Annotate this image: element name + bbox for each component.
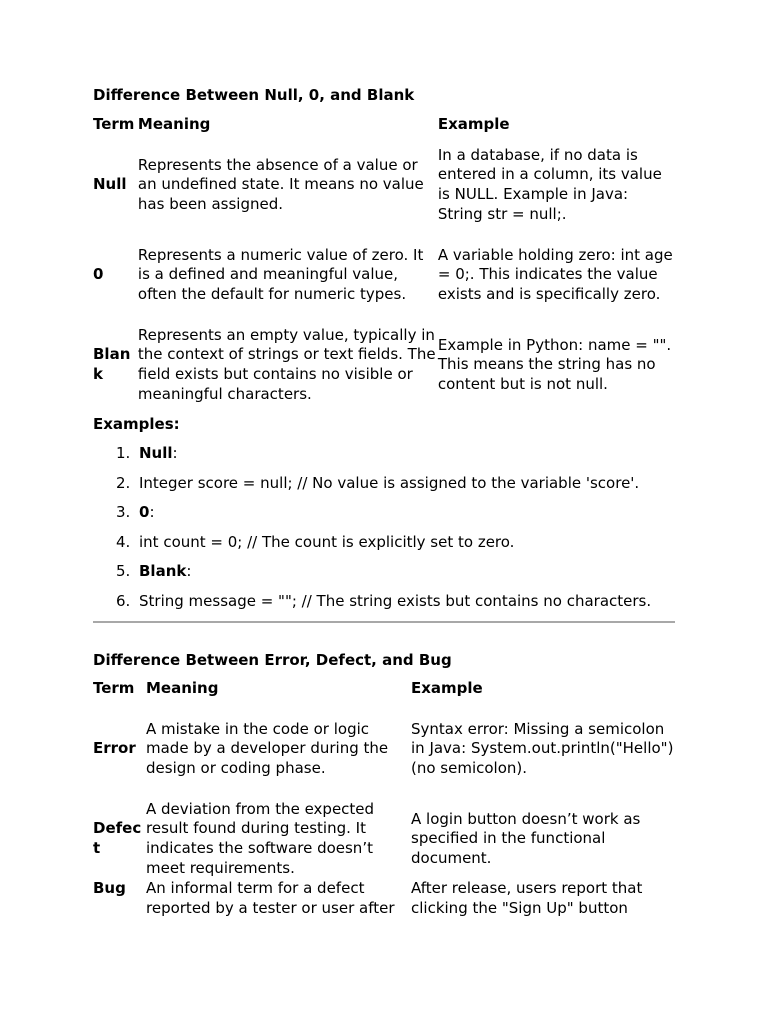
table-header-row	[93, 115, 675, 135]
section2-title: Difference Between Error, Defect, and Bug	[93, 651, 452, 669]
table-row	[93, 799, 675, 879]
list-item-text: :	[186, 562, 192, 580]
row-meaning: A mistake in the code or logic made by a developer during the design or coding phase.	[146, 719, 389, 777]
list-number: 3.	[116, 503, 131, 521]
header-term: Term	[93, 115, 135, 134]
list-item-bold: Blank	[139, 562, 187, 580]
row-term: Null	[93, 175, 127, 194]
row-example: Syntax error: Missing a semicolon in Java: System.out.println("Hello") (no semicolon).	[411, 719, 674, 777]
table-row	[93, 879, 675, 933]
row-term: Error	[93, 739, 136, 758]
list-item-bold: 0	[139, 503, 150, 521]
row-meaning: An informal term for a defect reported by a tester or user after	[146, 879, 395, 917]
list-item-text: Integer score = null; // No value is assigned to the variable 'score'.	[139, 473, 640, 492]
list-item-bold: Null	[139, 444, 173, 462]
header-example: Example	[411, 679, 483, 698]
list-item-text: int count = 0; // The count is explicitly set to zero.	[139, 532, 515, 551]
row-example: In a database, if no data is entered in a column, its value is NULL. Example in Java: String str = null;.	[437, 145, 662, 223]
list-item-text: :	[149, 503, 155, 521]
list-item	[93, 444, 693, 474]
list-number: 1.	[116, 444, 131, 462]
list-item-text: :	[172, 444, 178, 462]
error-defect-bug-table	[93, 679, 675, 933]
row-example: After release, users report that clicking the "Sign Up" button	[411, 879, 643, 917]
header-term: Term	[93, 679, 135, 698]
header-example: Example	[437, 115, 510, 134]
list-number: 2.	[116, 473, 131, 492]
list-item	[93, 533, 693, 563]
table-row	[93, 315, 675, 415]
section1-title: Difference Between Null, 0, and Blank	[93, 86, 415, 104]
list-number: 5.	[116, 562, 131, 580]
row-example: A login button doesn’t work as specified in the functional document.	[411, 809, 641, 867]
row-example: Example in Python: name = "". This means the string has no content but is not null.	[437, 335, 672, 393]
row-term: Bug	[93, 879, 126, 897]
examples-heading: Examples:	[93, 415, 180, 433]
row-meaning: Represents a numeric value of zero. It is a defined and meaningful value, often the default for numeric types.	[137, 245, 424, 303]
header-meaning: Meaning	[137, 115, 211, 134]
row-meaning: Represents the absence of a value or an undefined state. It means no value has been assigned.	[137, 155, 424, 213]
list-item	[93, 592, 693, 622]
null-zero-blank-table	[93, 115, 675, 415]
table-row	[93, 235, 675, 315]
table-row	[93, 699, 675, 799]
row-term: Defect	[93, 819, 142, 857]
header-meaning: Meaning	[146, 679, 219, 698]
section-divider	[93, 621, 675, 623]
list-item	[93, 562, 693, 592]
row-example: A variable holding zero: int age = 0;. This indicates the value exists and is specifically zero.	[437, 245, 673, 303]
list-number: 6.	[116, 591, 131, 610]
list-number: 4.	[116, 532, 131, 551]
row-term: Blank	[93, 345, 131, 383]
row-meaning: A deviation from the expected result found during testing. It indicates the software doesn’t meet requirements.	[146, 799, 375, 877]
table-row	[93, 135, 675, 235]
table-header-row	[93, 679, 675, 699]
row-meaning: Represents an empty value, typically in the context of strings or text fields. The field exists but contains no visible or meaningful characters.	[137, 325, 436, 403]
examples-list	[93, 444, 693, 621]
list-item	[93, 474, 693, 504]
row-term: 0	[93, 265, 104, 284]
list-item-text: String message = ""; // The string exists but contains no characters.	[139, 591, 652, 610]
list-item	[93, 503, 693, 533]
